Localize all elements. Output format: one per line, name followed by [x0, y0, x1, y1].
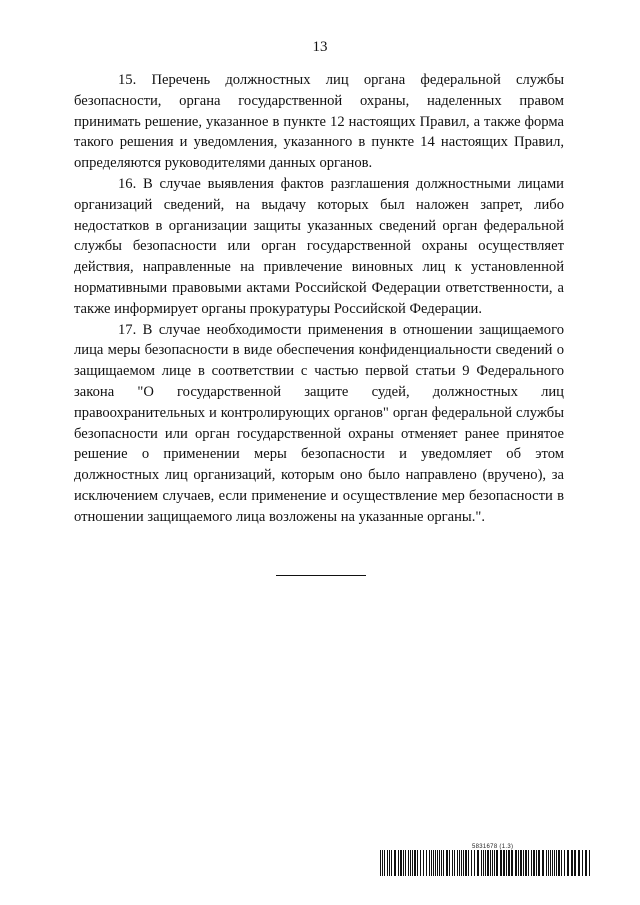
barcode	[380, 850, 590, 876]
document-code: 5831678 (1.3)	[472, 844, 514, 850]
page-number: 13	[312, 39, 328, 55]
document-body	[74, 70, 564, 528]
paragraph-16: 16. В случае выявления фактов разглашения должностными лицами организаций сведений, на выдачу которых был наложен запрет, либо недостатков в организации защиты указанных сведений орган федеральной службы безопасности или орган государственной охраны осуществляет действия, направленные на привлечение виновных лиц к установленной нормативными правовыми актами Российской Федерации ответственности, а также информирует органы прокуратуры Российской Федерации.	[74, 175, 564, 317]
end-of-text-rule	[276, 575, 366, 576]
paragraph-15: 15. Перечень должностных лиц органа федеральной службы безопасности, органа государственной охраны, наделенных правом принимать решение, указанное в пункте 12 настоящих Правил, а также форма такого решения и уведомления, указанного в пункте 14 настоящих Правил, определяются руководителями данных органов.	[74, 72, 564, 172]
paragraph-17: 17. В случае необходимости применения в отношении защищаемого лица меры безопасности в виде обеспечения конфиденциальности сведений о защищаемом лице в соответствии с частью первой статьи 9 Федерального закона "О государственной защите судей, должностных лиц правоохранительных и контролирующих органов" орган федеральной службы безопасности или орган государственной охраны отменяет ранее принятое решение о применении меры безопасности и уведомляет об этом должностных лиц организаций, которым оно было направлено (вручено), за исключением случаев, если применение и осуществление мер безопасности в отношении защищаемого лица возложены на указанные органы.".	[74, 321, 564, 525]
